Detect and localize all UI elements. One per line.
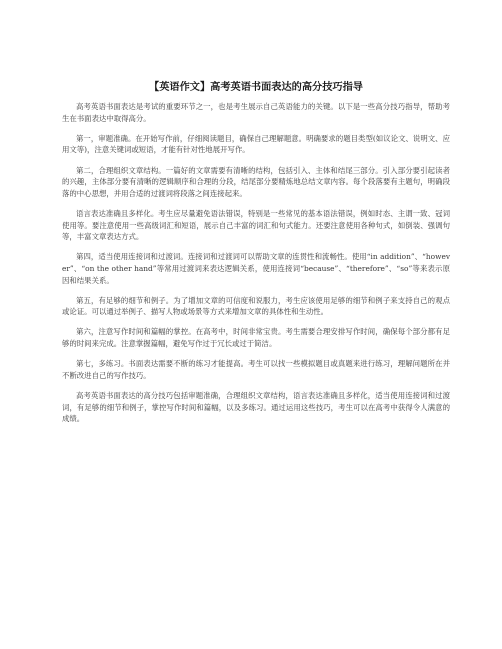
- paragraph-tip-3: 语言表达准确且多样化。考生应尽量避免语法错误，特别是一些常见的基本语法错误，例如时态、主谓一致、冠词使用等。要注意使用一些高级词汇和短语，展示自己丰富的词汇和句式能力。还要注意使用各种句式，如倒装、强调句等，丰富文章表达方式。: [62, 208, 450, 242]
- paragraph-tip-1: 第一，审题准确。在开始写作前，仔细阅读题目，确保自己理解题意。明确要求的题目类型(如议论文、说明文、应用文等)，注意关键词或短语，才能有针对性地展开写作。: [62, 133, 450, 155]
- paragraph-tip-5: 第五，有足够的细节和例子。为了增加文章的可信度和说服力，考生应该使用足够的细节和例子来支持自己的观点或论证。可以通过举例子、描写人物或场景等方式来增加文章的具体性和生动性。: [62, 295, 450, 317]
- paragraph-tip-7: 第七，多练习。书面表达需要不断的练习才能提高。考生可以找一些模拟题目或真题来进行练习，理解问题所在并不断改进自己的写作技巧。: [62, 359, 450, 380]
- paragraph-tip-4: 第四，适当使用连接词和过渡词。连接词和过渡词可以帮助文章的连贯性和流畅性。使用“in addition”、“however”、“on the other hand”等常用过渡词来表达逻辑关系，使用连接词“because”、“therefore”、“so”等来表示原因和结果关系。: [62, 252, 450, 285]
- document-page: [62, 78, 450, 433]
- paragraph-summary: 高考英语书面表达的高分技巧包括审题准确，合理组织文章结构，语言表达准确且多样化，适当使用连接词和过渡词，有足够的细节和例子，掌控写作时间和篇幅，以及多练习。通过运用这些技巧，考生可以在高考中获得令人满意的成绩。: [62, 391, 450, 424]
- paragraph-tip-6: 第六，注意写作时间和篇幅的掌控。在高考中，时间非常宝贵。考生需要合理安排写作时间，确保每个部分都有足够的时间来完成。注意掌握篇幅，避免写作过于冗长或过于简洁。: [62, 327, 450, 349]
- document-title: 【英语作文】高考英语书面表达的高分技巧指导: [149, 82, 363, 93]
- paragraph-tip-2: 第二，合理组织文章结构。一篇好的文章需要有清晰的结构，包括引入、主体和结尾三部分。引入部分要引起读者的兴趣，主体部分要有清晰的逻辑顺序和合理的分段，结尾部分要精炼地总结文章内容。每个段落要有主题句，明确段落的中心思想，并用合适的过渡词将段落之间连接起来。: [62, 165, 450, 198]
- paragraph-intro: 高考英语书面表达是考试的重要环节之一，也是考生展示自己英语能力的关键。以下是一些高分技巧指导，帮助考生在书面表达中取得高分。: [62, 102, 450, 123]
